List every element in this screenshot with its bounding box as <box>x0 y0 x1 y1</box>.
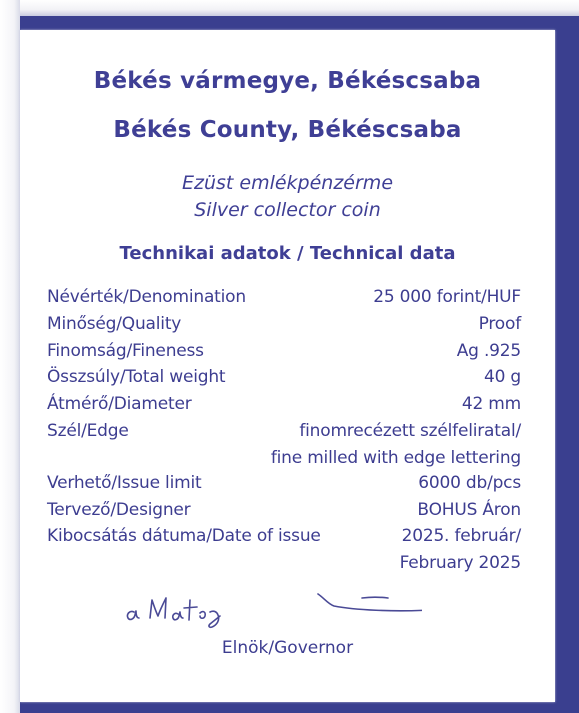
title-english: Békés County, Békéscsaba <box>113 117 462 143</box>
governor-signature <box>122 582 422 634</box>
spec-value-issue-limit: 6000 db/pcs <box>418 473 521 493</box>
spec-value-denomination: 25 000 forint/HUF <box>373 287 521 307</box>
spec-label-diameter: Átmérő/Diameter <box>47 394 192 414</box>
subtitle-hungarian: Ezüst emlékpénzérme <box>181 172 394 194</box>
spec-value-weight: 40 g <box>483 367 521 387</box>
governor-title: Elnök/Governor <box>221 638 354 658</box>
spec-label-denomination: Névérték/Denomination <box>47 287 246 307</box>
spec-value-edge-hu: finomrecézett szélfeliratal/ <box>299 421 521 441</box>
spec-value-edge-en: fine milled with edge lettering <box>270 448 521 468</box>
subtitle-english: Silver collector coin <box>194 199 381 221</box>
spec-label-issue-limit: Verhető/Issue limit <box>47 473 202 493</box>
scan-border-top <box>0 0 579 16</box>
section-title: Technikai adatok / Technical data <box>119 243 456 264</box>
spec-value-date-hu: 2025. február/ <box>401 526 521 546</box>
spec-value-fineness: Ag .925 <box>456 341 521 361</box>
title-hungarian: Békés vármegye, Békéscsaba <box>93 68 482 94</box>
spec-value-date-en: February 2025 <box>399 553 521 573</box>
spec-label-fineness: Finomság/Fineness <box>47 341 204 361</box>
spec-value-designer: BOHUS Áron <box>417 500 521 520</box>
scan-border-left <box>0 0 20 713</box>
spec-label-edge: Szél/Edge <box>47 421 129 441</box>
certificate-card <box>20 30 555 702</box>
spec-label-designer: Tervező/Designer <box>47 500 191 520</box>
spec-label-quality: Minőség/Quality <box>47 314 182 334</box>
spec-value-diameter: 42 mm <box>461 394 521 414</box>
spec-label-date-of-issue: Kibocsátás dátuma/Date of issue <box>47 526 321 546</box>
spec-label-weight: Összsúly/Total weight <box>47 367 226 387</box>
spec-value-quality: Proof <box>478 314 521 334</box>
